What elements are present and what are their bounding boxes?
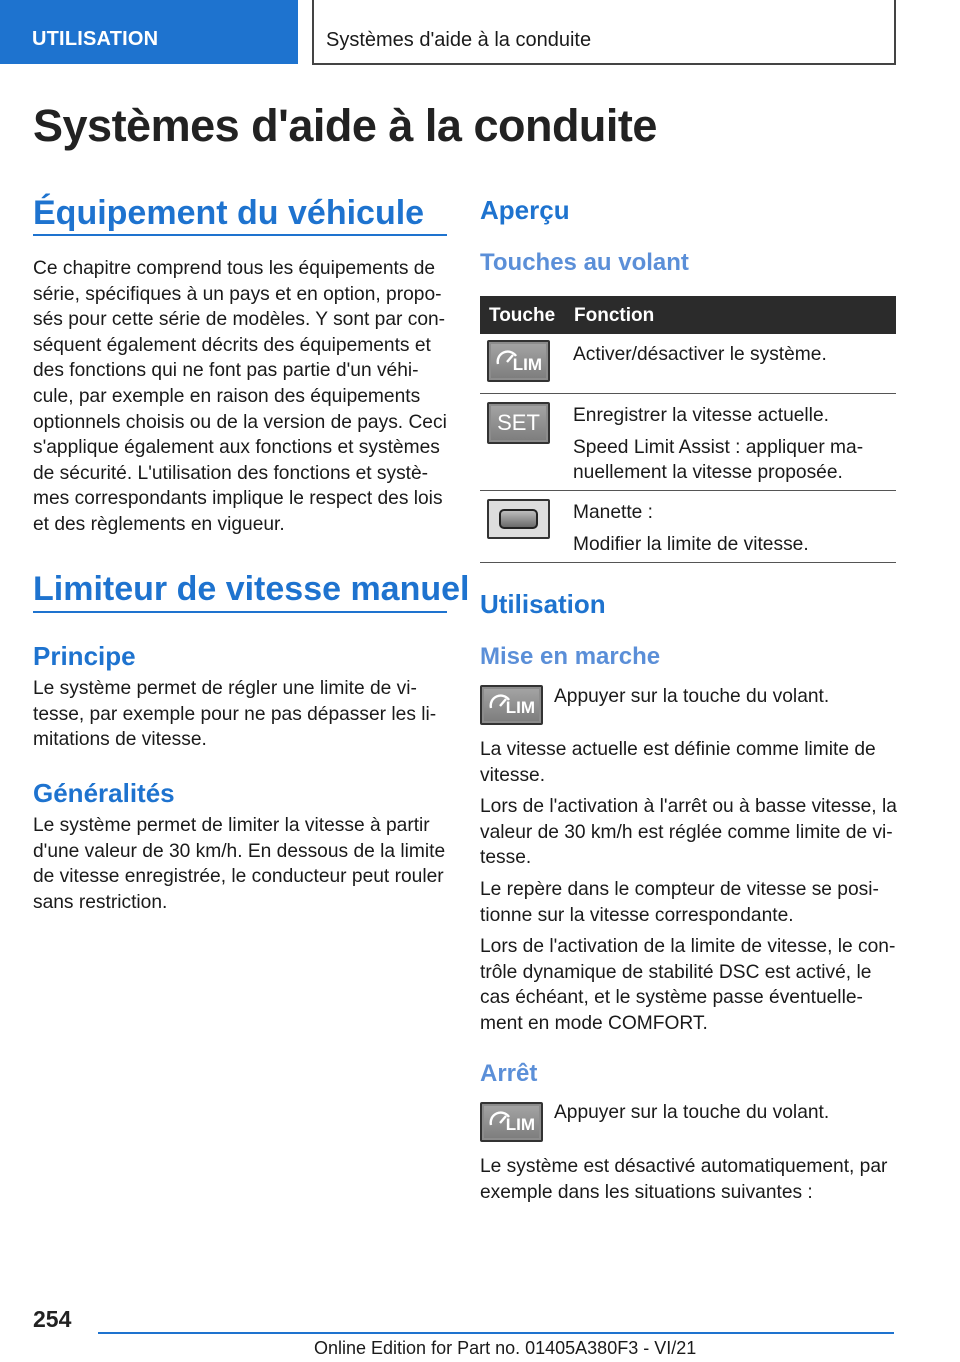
page-number: 254: [33, 1306, 72, 1332]
text-line: Le système permet de limiter la vitesse à partir: [33, 815, 430, 836]
text-line: Lors de l'activation à l'arrêt ou à basse vitesse, la: [480, 796, 897, 818]
rocker-switch-icon: [487, 499, 550, 539]
row3-fonction-1: Manette :: [573, 502, 653, 523]
heading-touches: Touches au volant: [480, 249, 689, 276]
text-line: d'une valeur de 30 km/h. En dessous de la limite: [33, 840, 446, 862]
text-line: Lors de l'activation de la limite de vitesse, le con‐: [480, 936, 896, 958]
text-line: cule, par exemple en raison des équipements: [33, 385, 421, 407]
text-line: mes correspondants implique le respect des lois: [33, 488, 443, 510]
text-line: Le repère dans le compteur de vitesse se posi‐: [480, 878, 879, 900]
text-line: exemple dans les situations suivantes :: [480, 1181, 813, 1203]
text-line: optionnels choisis ou de la version de pays. Ceci: [33, 411, 447, 433]
text-line: tionne sur la vitesse correspondante.: [480, 904, 794, 926]
text-line: séquent également décrits des équipements et: [33, 334, 431, 356]
lim-key-icon: LIM: [480, 1102, 543, 1142]
heading-mise-en-marche: Mise en marche: [480, 643, 661, 670]
chapter-label: Systèmes d'aide à la conduite: [326, 29, 592, 51]
heading-utilisation: Utilisation: [480, 589, 606, 619]
lim-key-icon: LIM: [487, 340, 550, 382]
text-line: tesse.: [480, 847, 532, 869]
heading-limiteur: Limiteur de vitesse manuel: [33, 570, 470, 608]
table-header: [480, 296, 896, 334]
marche-paragraph: [480, 737, 900, 1037]
heading-apercu: Aperçu: [480, 195, 570, 225]
heading-rule: [33, 611, 447, 613]
table-row-divider: [480, 393, 896, 394]
header-divider-left: [312, 0, 314, 64]
row2-fonction-2: Speed Limit Assist : appliquer ma‐: [573, 437, 864, 458]
text-line: des fonctions qui ne font pas partie d'un véhi‐: [33, 360, 419, 382]
text-line: cas échéant, et le système passe éventuelle‐: [480, 987, 863, 1009]
text-line: La vitesse actuelle est définie comme limite de: [480, 739, 876, 760]
principe-paragraph: [33, 676, 453, 753]
section-label: UTILISATION: [32, 28, 159, 50]
arret-paragraph: [480, 1154, 900, 1205]
row2-fonction-3: nuellement la vitesse proposée.: [573, 462, 843, 483]
lim-key-icon: LIM: [480, 685, 543, 725]
text-line: Le système est désactivé automatiquement, par: [480, 1156, 888, 1177]
text-line: de vitesse enregistrée, le conducteur peut rouler: [33, 866, 444, 888]
text-line: Le système permet de régler une limite de vi‐: [33, 678, 417, 699]
header-divider-right: [894, 0, 896, 64]
heading-principe: Principe: [33, 641, 136, 671]
edition-label: Online Edition for Part no. 01405A380F3 - VI/21: [314, 1338, 697, 1358]
heading-rule: [33, 234, 447, 236]
row1-fonction: Activer/désactiver le système.: [573, 344, 827, 365]
text-line: s'applique également aux fonctions et systèmes: [33, 437, 440, 459]
table-row-divider: [480, 562, 896, 563]
heading-equipement: Équipement du véhicule: [33, 194, 425, 232]
text-line: et des règlements en vigueur.: [33, 513, 285, 535]
equipement-paragraph: [33, 256, 453, 538]
text-line: trôle dynamique de stabilité DSC est activé, le: [480, 961, 872, 983]
text-line: série, spécifiques à un pays et en option, propo‐: [33, 283, 442, 305]
section-tab: [0, 0, 298, 64]
row3-fonction-2: Modifier la limite de vitesse.: [573, 534, 809, 555]
text-line: ment en mode COMFORT.: [480, 1012, 708, 1034]
page-title: Systèmes d'aide à la conduite: [33, 100, 657, 151]
row2-fonction-1: Enregistrer la vitesse actuelle.: [573, 405, 829, 426]
header-underline: [312, 63, 896, 65]
column-fonction: Fonction: [574, 305, 655, 326]
text-line: sés pour cette série de modèles. Y sont par con‐: [33, 309, 446, 331]
text-line: tesse, par exemple pour ne pas dépasser les li‐: [33, 703, 437, 725]
table-row-divider: [480, 490, 896, 491]
text-line: Ce chapitre comprend tous les équipements de: [33, 258, 436, 279]
text-line: sans restriction.: [33, 891, 168, 913]
text-line: de sécurité. L'utilisation des fonctions et systè‐: [33, 462, 429, 484]
text-line: vitesse.: [480, 764, 546, 786]
generalites-paragraph: [33, 813, 453, 915]
column-touche: Touche: [489, 305, 556, 326]
arret-key-caption: Appuyer sur la touche du volant.: [554, 1102, 830, 1123]
heading-arret: Arrêt: [480, 1060, 538, 1087]
text-line: mitations de vitesse.: [33, 729, 207, 751]
marche-key-caption: Appuyer sur la touche du volant.: [554, 686, 830, 707]
text-line: valeur de 30 km/h est réglée comme limite de vi‐: [480, 821, 893, 843]
footer-rule: [98, 1332, 894, 1334]
heading-generalites: Généralités: [33, 778, 175, 808]
set-key-icon: SET: [487, 402, 550, 444]
